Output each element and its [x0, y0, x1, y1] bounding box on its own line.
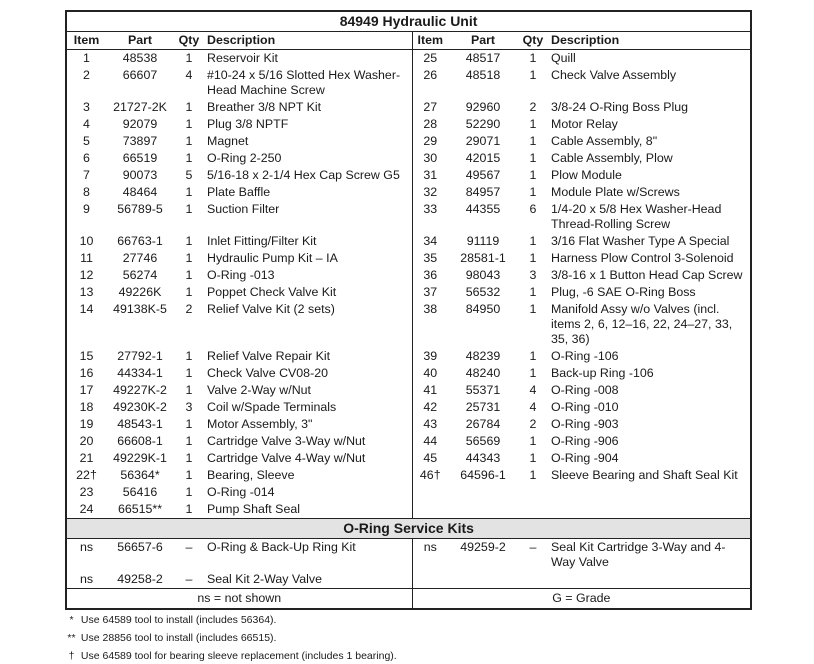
cell-description: Relief Valve Repair Kit	[204, 348, 412, 365]
cell-qty: –	[185, 572, 193, 586]
cell-description: Valve 2-Way w/Nut	[204, 382, 412, 399]
cell-part: 48538	[122, 51, 158, 65]
cell-item: ns	[79, 540, 94, 554]
cell-description: 3/16 Flat Washer Type A Special	[551, 234, 730, 248]
cell-description: Seal Kit Cartridge 3-Way and 4-Way Valve	[551, 540, 726, 569]
table-row	[66, 133, 751, 150]
col-description: Description	[204, 32, 412, 50]
cell-qty: 1	[529, 434, 537, 448]
cell-item: 23	[79, 485, 94, 499]
cell-item: 5	[83, 134, 90, 148]
cell-qty: 4	[529, 400, 537, 414]
table-row	[66, 348, 751, 365]
cell-part: 44355	[465, 202, 501, 216]
cell-item: 3	[83, 100, 90, 114]
col-qty: Qty	[174, 32, 204, 50]
cell-description: Quill	[551, 51, 576, 65]
table-row	[66, 399, 751, 416]
table-row	[66, 50, 751, 68]
service-kits-band	[66, 519, 751, 539]
cell-description: Suction Filter	[204, 201, 412, 233]
cell-part: 25731	[465, 400, 501, 414]
cell-item: 1	[83, 51, 90, 65]
service-kits-title: O-Ring Service Kits	[66, 519, 751, 539]
cell-description: 3/8-24 O-Ring Boss Plug	[551, 100, 689, 114]
cell-description: O-Ring & Back-Up Ring Kit	[204, 539, 412, 572]
table-row	[66, 267, 751, 284]
parts-table	[65, 10, 752, 610]
table-row	[66, 365, 751, 382]
cell-qty: –	[529, 540, 537, 554]
cell-qty: 1	[529, 51, 537, 65]
cell-qty: 4	[529, 383, 537, 397]
cell-part: 49567	[465, 168, 501, 182]
footnote-mark: †	[68, 650, 75, 662]
cell-item: 35	[423, 251, 438, 265]
cell-part: 49138K-5	[113, 302, 167, 316]
cell-item: 34	[423, 234, 438, 248]
cell-description: Relief Valve Kit (2 sets)	[204, 301, 412, 348]
cell-item: 27	[423, 100, 438, 114]
cell-qty: 1	[529, 251, 537, 265]
cell-description: O-Ring -906	[551, 434, 619, 448]
cell-qty: 1	[185, 434, 193, 448]
cell-description: Coil w/Spade Terminals	[204, 399, 412, 416]
footnote	[65, 613, 750, 628]
cell-qty: –	[185, 540, 193, 554]
col-item: Item	[66, 32, 106, 50]
cell-item: 46†	[419, 468, 441, 482]
cell-qty: 1	[185, 451, 193, 465]
cell-part: 90073	[122, 168, 158, 182]
cell-item: 18	[79, 400, 94, 414]
cell-qty: 1	[185, 485, 193, 499]
cell-description: Check Valve CV08-20	[204, 365, 412, 382]
cell-qty: 1	[185, 383, 193, 397]
cell-qty: 1	[529, 168, 537, 182]
cell-item: 26	[423, 68, 438, 82]
cell-part: 27746	[122, 251, 158, 265]
cell-description: O-Ring -014	[204, 484, 412, 501]
cell-qty: 1	[185, 134, 193, 148]
cell-item: 33	[423, 202, 438, 216]
cell-item: 37	[423, 285, 438, 299]
cell-qty: 3	[529, 268, 537, 282]
cell-qty: 1	[529, 185, 537, 199]
cell-qty: 3	[185, 400, 193, 414]
table-row	[66, 284, 751, 301]
cell-qty: 1	[185, 285, 193, 299]
cell-qty: 1	[529, 349, 537, 363]
cell-part: 66519	[122, 151, 158, 165]
column-header-row	[66, 32, 751, 50]
cell-description: Plug, -6 SAE O-Ring Boss	[551, 285, 696, 299]
cell-item: 44	[423, 434, 438, 448]
footnote-mark: **	[67, 632, 76, 644]
cell-description: Plate Baffle	[204, 184, 412, 201]
table-row	[66, 484, 751, 501]
cell-part: 21727-2K	[113, 100, 167, 114]
cell-part: 73897	[122, 134, 158, 148]
cell-item: 12	[79, 268, 94, 282]
cell-item: 36	[423, 268, 438, 282]
cell-item: 29	[423, 134, 438, 148]
cell-part: 92960	[465, 100, 501, 114]
cell-description: Inlet Fitting/Filter Kit	[204, 233, 412, 250]
table-row	[66, 201, 751, 233]
table-row	[66, 167, 751, 184]
cell-qty: 6	[529, 202, 537, 216]
cell-part: 48464	[122, 185, 158, 199]
cell-part: 56416	[122, 485, 158, 499]
cell-part: 49258-2	[117, 572, 163, 586]
table-row	[66, 450, 751, 467]
cell-part: 49230K-2	[113, 400, 167, 414]
cell-item: 7	[83, 168, 90, 182]
cell-item: ns	[423, 540, 437, 554]
cell-part: 56532	[465, 285, 501, 299]
cell-qty: 2	[529, 100, 537, 114]
cell-qty: 1	[529, 68, 537, 82]
footnotes	[65, 613, 750, 664]
table-title: 84949 Hydraulic Unit	[66, 11, 751, 32]
cell-item: 45	[423, 451, 438, 465]
cell-description: Hydraulic Pump Kit – IA	[204, 250, 412, 267]
col-part: Part	[106, 32, 174, 50]
cell-description: Cable Assembly, 8"	[551, 134, 658, 148]
cell-part: 49229K-1	[113, 451, 167, 465]
cell-part: 27792-1	[117, 349, 163, 363]
cell-description: Back-up Ring -106	[551, 366, 654, 380]
cell-item: 40	[423, 366, 438, 380]
cell-part: 44334-1	[117, 366, 163, 380]
cell-description: O-Ring -106	[551, 349, 619, 363]
cell-item: 11	[80, 251, 93, 265]
cell-item: 38	[423, 302, 438, 316]
cell-part: 48239	[465, 349, 501, 363]
cell-description: O-Ring 2-250	[204, 150, 412, 167]
cell-part: 44343	[465, 451, 501, 465]
cell-qty: 1	[185, 417, 193, 431]
cell-item: 21	[79, 451, 94, 465]
cell-part: 66515**	[117, 502, 163, 516]
cell-item: 6	[83, 151, 90, 165]
cell-item: 13	[79, 285, 94, 299]
footnote-mark: *	[69, 614, 74, 626]
service-kit-row	[66, 571, 751, 589]
footnote-text: Use 64589 tool for bearing sleeve replacement (includes 1 bearing).	[80, 650, 397, 662]
footnote	[65, 631, 750, 646]
table-row	[66, 116, 751, 133]
cell-description: Plug 3/8 NPTF	[204, 116, 412, 133]
cell-item: ns	[79, 572, 94, 586]
cell-part: 52290	[465, 117, 501, 131]
cell-part: 66763-1	[117, 234, 163, 248]
cell-qty: 1	[185, 349, 193, 363]
cell-description: Pump Shaft Seal	[204, 501, 412, 519]
service-kit-row	[66, 539, 751, 572]
cell-item: 9	[83, 202, 90, 216]
cell-part: 64596-1	[460, 468, 506, 482]
cell-qty: 1	[185, 234, 193, 248]
cell-description: Bearing, Sleeve	[204, 467, 412, 484]
cell-part: 91119	[466, 234, 500, 248]
cell-description: Poppet Check Valve Kit	[204, 284, 412, 301]
cell-qty: 1	[529, 302, 537, 316]
cell-description: #10-24 x 5/16 Slotted Hex Washer-Head Machine Screw	[204, 67, 412, 99]
cell-item: 30	[423, 151, 438, 165]
cell-description: O-Ring -904	[551, 451, 619, 465]
table-row	[66, 67, 751, 99]
col-item: Item	[412, 32, 448, 50]
cell-part: 48240	[465, 366, 501, 380]
cell-qty: 1	[529, 134, 537, 148]
cell-part: 56789-5	[117, 202, 163, 216]
cell-description: 3/8-16 x 1 Button Head Cap Screw	[551, 268, 743, 282]
cell-qty: 1	[529, 234, 537, 248]
cell-description: Check Valve Assembly	[551, 68, 677, 82]
cell-description: Manifold Assy w/o Valves (incl. items 2, 6, 12–16, 22, 24–27, 33, 35, 36)	[551, 302, 733, 346]
col-qty: Qty	[518, 32, 548, 50]
cell-part: 26784	[465, 417, 501, 431]
cell-qty: 5	[185, 168, 193, 182]
cell-item: 28	[423, 117, 438, 131]
cell-item: 43	[423, 417, 438, 431]
parts-sheet	[65, 10, 750, 664]
cell-description: 1/4-20 x 5/8 Hex Washer-Head Thread-Rolling Screw	[551, 202, 722, 231]
cell-item: 14	[79, 302, 94, 316]
cell-item: 8	[83, 185, 90, 199]
cell-part: 84957	[465, 185, 501, 199]
table-row	[66, 501, 751, 519]
cell-qty: 1	[185, 468, 193, 482]
cell-item: 24	[79, 502, 94, 516]
table-row	[66, 416, 751, 433]
cell-item: 2	[83, 68, 90, 82]
footnote-text: Use 64589 tool to install (includes 56364).	[80, 614, 277, 626]
cell-description: O-Ring -010	[551, 400, 619, 414]
cell-part: 48543-1	[117, 417, 163, 431]
cell-part: 56569	[465, 434, 501, 448]
cell-description: Plow Module	[551, 168, 622, 182]
legend-not-shown: ns = not shown	[66, 589, 412, 610]
cell-part: 98043	[465, 268, 501, 282]
cell-description: Seal Kit 2-Way Valve	[204, 571, 412, 589]
cell-qty: 1	[529, 366, 537, 380]
cell-part: 49259-2	[460, 540, 506, 554]
cell-item: 10	[79, 234, 94, 248]
cell-qty: 1	[185, 366, 193, 380]
cell-part: 29071	[465, 134, 501, 148]
cell-qty: 4	[185, 68, 193, 82]
cell-item: 41	[423, 383, 438, 397]
cell-qty: 1	[529, 117, 537, 131]
cell-item: 42	[423, 400, 438, 414]
table-row	[66, 433, 751, 450]
cell-description: O-Ring -008	[551, 383, 619, 397]
cell-item: 39	[423, 349, 438, 363]
table-row	[66, 467, 751, 484]
cell-description: Sleeve Bearing and Shaft Seal Kit	[551, 468, 738, 482]
cell-description: O-Ring -903	[551, 417, 619, 431]
footnote-text: Use 28856 tool to install (includes 66515).	[80, 632, 277, 644]
cell-qty: 1	[529, 285, 537, 299]
table-row	[66, 150, 751, 167]
cell-qty: 1	[185, 202, 193, 216]
col-part: Part	[448, 32, 518, 50]
col-description: Description	[548, 32, 751, 50]
cell-part: 56364*	[120, 468, 160, 482]
cell-qty: 1	[185, 268, 193, 282]
cell-qty: 1	[529, 151, 537, 165]
cell-qty: 1	[185, 251, 193, 265]
cell-item: 32	[423, 185, 438, 199]
cell-item: 19	[79, 417, 94, 431]
cell-description: O-Ring -013	[204, 267, 412, 284]
cell-item: 31	[423, 168, 438, 182]
cell-part: 56274	[122, 268, 158, 282]
cell-part: 84950	[465, 302, 501, 316]
cell-description: Cable Assembly, Plow	[551, 151, 673, 165]
cell-part: 49227K-2	[113, 383, 167, 397]
cell-description: Cartridge Valve 3-Way w/Nut	[204, 433, 412, 450]
cell-description: 5/16-18 x 2-1/4 Hex Cap Screw G5	[204, 167, 412, 184]
cell-qty: 1	[185, 100, 193, 114]
cell-part: 55371	[465, 383, 501, 397]
cell-item: 4	[83, 117, 90, 131]
table-row	[66, 250, 751, 267]
cell-item: 17	[79, 383, 94, 397]
cell-part: 66608-1	[117, 434, 163, 448]
cell-part: 92079	[122, 117, 158, 131]
table-row	[66, 233, 751, 250]
legend-grade: G = Grade	[412, 589, 751, 610]
cell-part: 28581-1	[460, 251, 506, 265]
cell-part: 56657-6	[117, 540, 163, 554]
cell-qty: 1	[529, 468, 537, 482]
table-row	[66, 99, 751, 116]
cell-description: Magnet	[204, 133, 412, 150]
legend-row	[66, 589, 751, 610]
cell-part: 66607	[122, 68, 158, 82]
table-row	[66, 301, 751, 348]
footnote	[65, 649, 750, 664]
cell-qty: 1	[529, 451, 537, 465]
cell-item: 15	[79, 349, 94, 363]
table-row	[66, 184, 751, 201]
cell-qty: 1	[185, 185, 193, 199]
cell-description: Motor Assembly, 3"	[204, 416, 412, 433]
cell-item: 16	[79, 366, 94, 380]
cell-description: Reservoir Kit	[204, 50, 412, 68]
cell-item: 25	[423, 51, 438, 65]
cell-description: Breather 3/8 NPT Kit	[204, 99, 412, 116]
cell-item: 22†	[76, 468, 97, 482]
cell-description: Cartridge Valve 4-Way w/Nut	[204, 450, 412, 467]
cell-qty: 1	[185, 151, 193, 165]
cell-qty: 2	[185, 302, 193, 316]
cell-qty: 1	[185, 117, 193, 131]
cell-part: 42015	[465, 151, 501, 165]
cell-qty: 1	[185, 51, 193, 65]
cell-description: Motor Relay	[551, 117, 618, 131]
table-row	[66, 382, 751, 399]
cell-qty: 2	[529, 417, 537, 431]
cell-item: 20	[79, 434, 94, 448]
cell-qty: 1	[185, 502, 193, 516]
cell-part: 48518	[465, 68, 501, 82]
cell-part: 48517	[465, 51, 501, 65]
cell-part: 49226K	[118, 285, 162, 299]
cell-description: Module Plate w/Screws	[551, 185, 680, 199]
cell-description: Harness Plow Control 3-Solenoid	[551, 251, 734, 265]
